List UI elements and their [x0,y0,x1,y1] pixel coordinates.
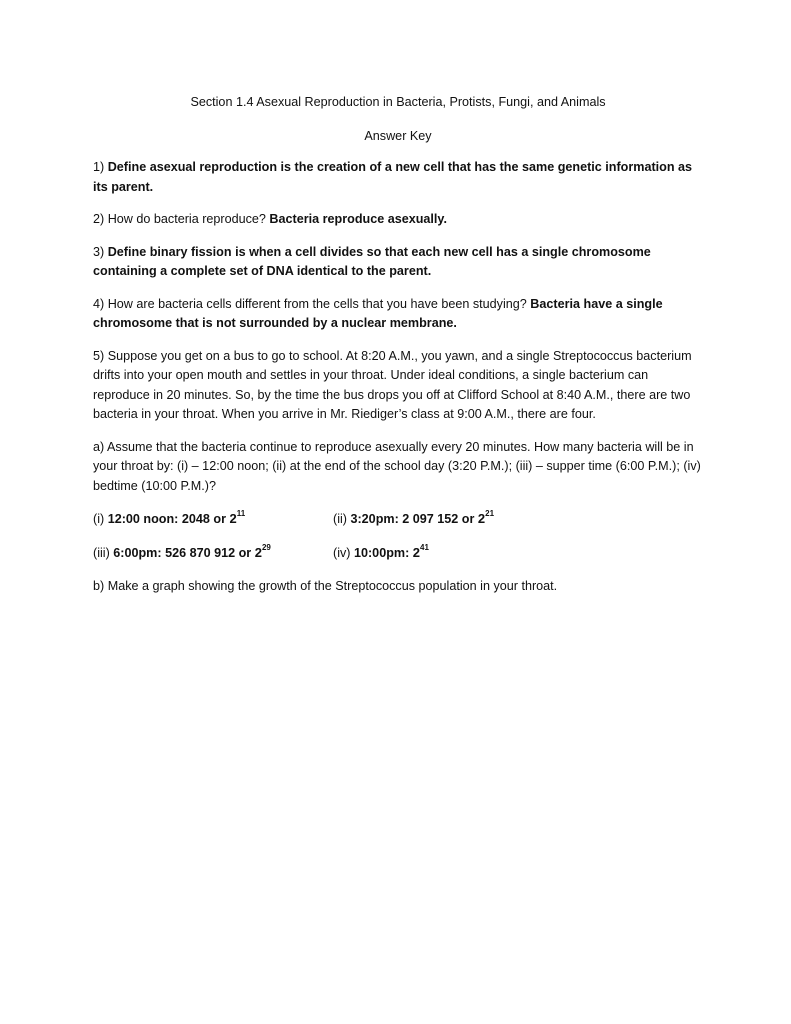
answer-i: (i) 12:00 noon: 2048 or $2^{11}$ [93,509,246,526]
answer-row-2 [93,543,703,563]
power-2-41: $2^{41}$ [412,543,429,560]
question-2 [93,210,703,230]
part-a-question: a) Assume that the bacteria continue to reproduce asexually every 20 minutes. How many bacteria will be in your throat by: (i) – 12:00 noon; (ii) at the end of the school day (3:20 P.M.); (iii) – supper time (6:00 P.M.); (iv) bedtime (10:00 P.M.)? [93,439,701,493]
page-subtitle: Answer Key [364,128,432,143]
question-3-number: 3) [93,244,108,259]
page-title: Section 1.4 Asexual Reproduction in Bacteria, Protists, Fungi, and Animals [190,95,606,109]
question-2-text: 2) How do bacteria reproduce? [93,212,270,226]
question-2-answer: Bacteria reproduce asexually. [269,212,447,226]
answer-iii: (iii) 6:00pm: 526 870 912 or $2^{29}$ [93,543,271,560]
question-1 [93,158,703,197]
power-2-29: $2^{29}$ [254,543,271,560]
part-b-question: b) Make a graph showing the growth of the Streptococcus population in your throat. [93,579,558,593]
answer-row-1 [93,509,703,529]
question-5: 5) Suppose you get on a bus to go to school. At 8:20 A.M., you yawn, and a single Streptococcus bacterium drifts into your open mouth and settles in your throat. Under ideal conditions, a single bacterium can reproduce in 20 minutes. So, by the time the bus drops you off at Clifford School at 8:40 A.M., there are two bacteria in your throat. When you arrive in Mr. Riediger’s class at 9:00 A.M., there are four. [93,348,692,421]
question-4 [93,295,703,334]
question-1-answer: Define asexual reproduction is the creation of a new cell that has the same genetic information as its parent. [93,160,693,194]
document-body [93,93,703,610]
power-2-21: $2^{21}$ [477,509,495,526]
answer-ii: (ii) 3:20pm: 2 097 152 or $2^{21}$ [333,509,495,526]
question-4-answer: Bacteria have a single chromosome that is not surrounded by a nuclear membrane. [93,296,663,330]
answer-iv: (iv) 10:00pm: $2^{41}$ [333,543,429,560]
question-1-number: 1) [93,160,108,174]
question-3 [93,243,703,282]
question-3-answer: Define binary fission is when a cell divides so that each new cell has a single chromosome containing a complete set of DNA identical to the parent. [93,244,651,278]
power-2-11: $2^{11}$ [229,509,246,526]
question-4-text: 4) How are bacteria cells different from the cells that you have been studying? [93,296,531,311]
